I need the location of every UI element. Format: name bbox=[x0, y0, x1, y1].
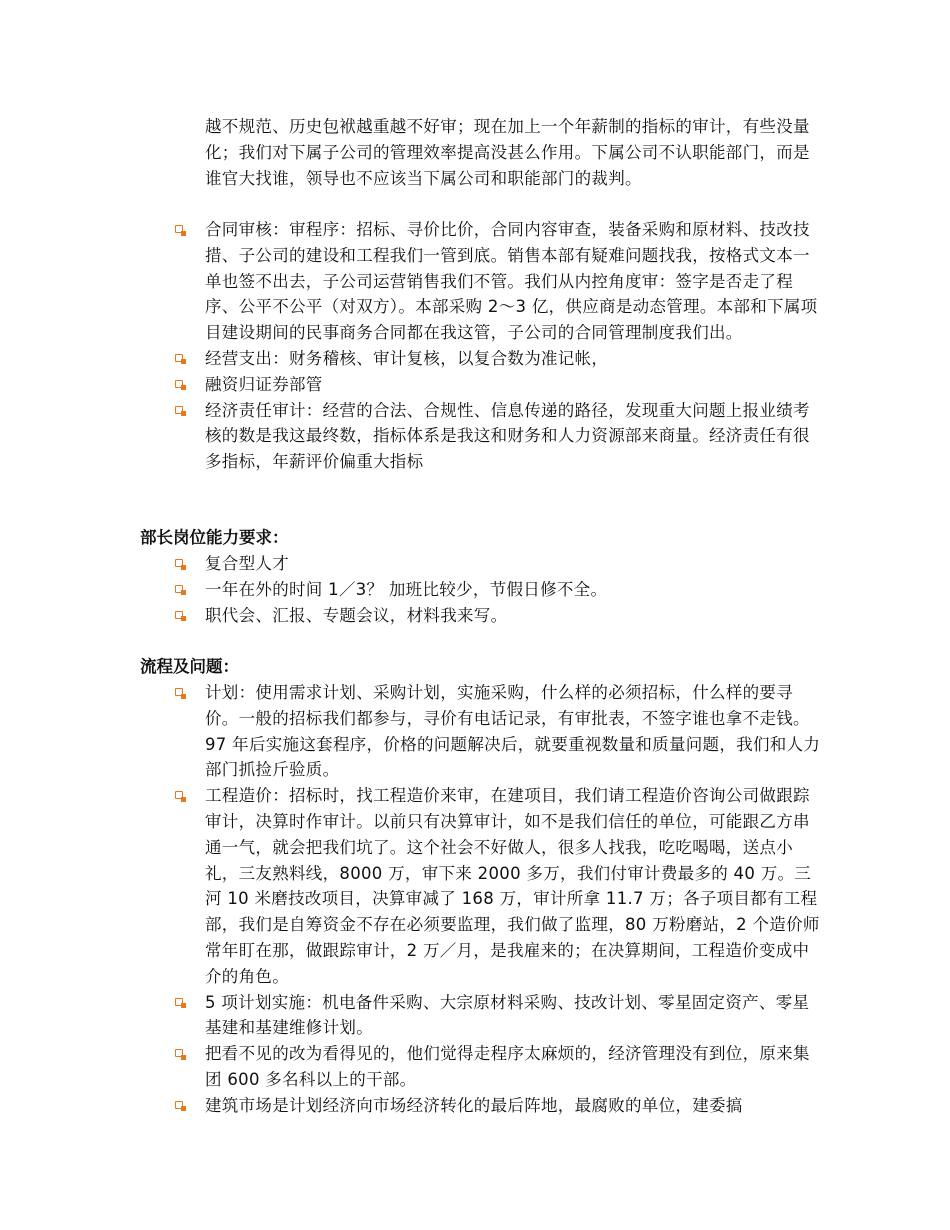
list-item bbox=[175, 398, 825, 475]
list-item-text: 工程造价：招标时，找工程造价来审，在建项目，我们请工程造价咨询公司做跟踪审计，决算时作审计。以前只有决算审计，如不是我们信任的单位，可能跟乙方串通一气，就会把我们坑了。这个社会不好做人，很多人找我，吃吃喝喝，送点小礼，三友熟料线，8000 万，审下来 2000 多万，我们付审计费最多的 40 万。三河 10 米磨技改项目，决算审减了 168 万，审计所拿 11.7 万；各子项目都有工程部，我们是自筹资金不存在必须要监理，我们做了监理，80 万粉磨站，2 个造价师常年盯在那，做跟踪审计，2 万／月，是我雇来的；在决算期间，工程造价变成中介的角色。 bbox=[205, 786, 820, 986]
list-item bbox=[175, 990, 825, 1042]
list-item-text: 5 项计划实施：机电备件采购、大宗原材料采购、技改计划、零星固定资产、零星基建和基建维修计划。 bbox=[205, 992, 810, 1038]
bullet-icon bbox=[175, 559, 183, 567]
bullet-icon bbox=[175, 1101, 183, 1109]
list-item bbox=[175, 372, 825, 398]
list-item-text: 建筑市场是计划经济向市场经济转化的最后阵地，最腐败的单位，建委搞 bbox=[205, 1095, 743, 1115]
bullet-list-2 bbox=[175, 551, 825, 628]
bullet-list-1 bbox=[175, 217, 825, 475]
bullet-icon bbox=[175, 354, 183, 362]
bullet-icon bbox=[175, 225, 183, 233]
bullet-icon bbox=[175, 791, 183, 799]
bullet-icon bbox=[175, 688, 183, 696]
list-item bbox=[175, 1093, 825, 1119]
bullet-list-3 bbox=[175, 680, 825, 1119]
list-item-text: 经济责任审计：经营的合法、合规性、信息传递的路径，发现重大问题上报业绩考核的数是我这最终数，指标体系是我这和财务和人力资源部来商量。经济责任有很多指标，年薪评价偏重大指标 bbox=[205, 400, 810, 472]
list-item bbox=[175, 551, 825, 577]
list-item bbox=[175, 680, 825, 783]
bullet-icon bbox=[175, 406, 183, 414]
list-item-text: 经营支出：财务稽核、审计复核，以复合数为准记帐， bbox=[205, 348, 609, 368]
bullet-icon bbox=[175, 380, 183, 388]
bullet-icon bbox=[175, 585, 183, 593]
bullet-icon bbox=[175, 998, 183, 1006]
list-item bbox=[175, 1041, 825, 1093]
list-item-text: 职代会、汇报、专题会议，材料我来写。 bbox=[205, 605, 508, 625]
continuation-paragraph: 越不规范、历史包袱越重越不好审；现在加上一个年薪制的指标的审计，有些没量化；我们对下属子公司的管理效率提高没甚么作用。下属公司不认职能部门，而是谁官大找谁，领导也不应该当下属公司和职能部门的裁判。 bbox=[205, 117, 810, 188]
list-item bbox=[175, 217, 825, 346]
list-item bbox=[175, 346, 825, 372]
section-title-process: 流程及问题： bbox=[140, 657, 239, 676]
list-item-text: 一年在外的时间 1／3？ 加班比较少，节假日修不全。 bbox=[205, 579, 608, 599]
list-item-text: 融资归证券部管 bbox=[205, 374, 323, 394]
bullet-icon bbox=[175, 611, 183, 619]
list-item bbox=[175, 603, 825, 629]
list-item-text: 复合型人才 bbox=[205, 554, 289, 573]
list-item-text: 把看不见的改为看得见的，他们觉得走程序太麻烦的，经济管理没有到位，原来集团 600 多名科以上的干部。 bbox=[205, 1044, 810, 1089]
bullet-icon bbox=[175, 1049, 183, 1057]
list-item bbox=[175, 577, 825, 603]
section-title-ability: 部长岗位能力要求： bbox=[140, 528, 289, 547]
list-item-text: 计划：使用需求计划、采购计划，实施采购，什么样的必须招标，什么样的要寻价。一般的招标我们都参与，寻价有电话记录，有审批表，不签字谁也拿不走钱。97 年后实施这套程序，价格的问题解决后，就要重视数量和质量问题，我们和人力部门抓捡斤验质。 bbox=[205, 683, 821, 780]
list-item bbox=[175, 783, 825, 989]
list-item-text: 合同审核：审程序：招标、寻价比价，合同内容审查，装备采购和原材料、技改技措、子公司的建设和工程我们一管到底。销售本部有疑难问题找我，按格式文本一单也签不出去，子公司运营销售我们不管。我们从内控角度审：签字是否走了程序、公平不公平（对双方）。本部采购 2～3 亿，供应商是动态管理。本部和下属项目建设期间的民事商务合同都在我这管，子公司的合同管理制度我们出。 bbox=[205, 220, 818, 343]
